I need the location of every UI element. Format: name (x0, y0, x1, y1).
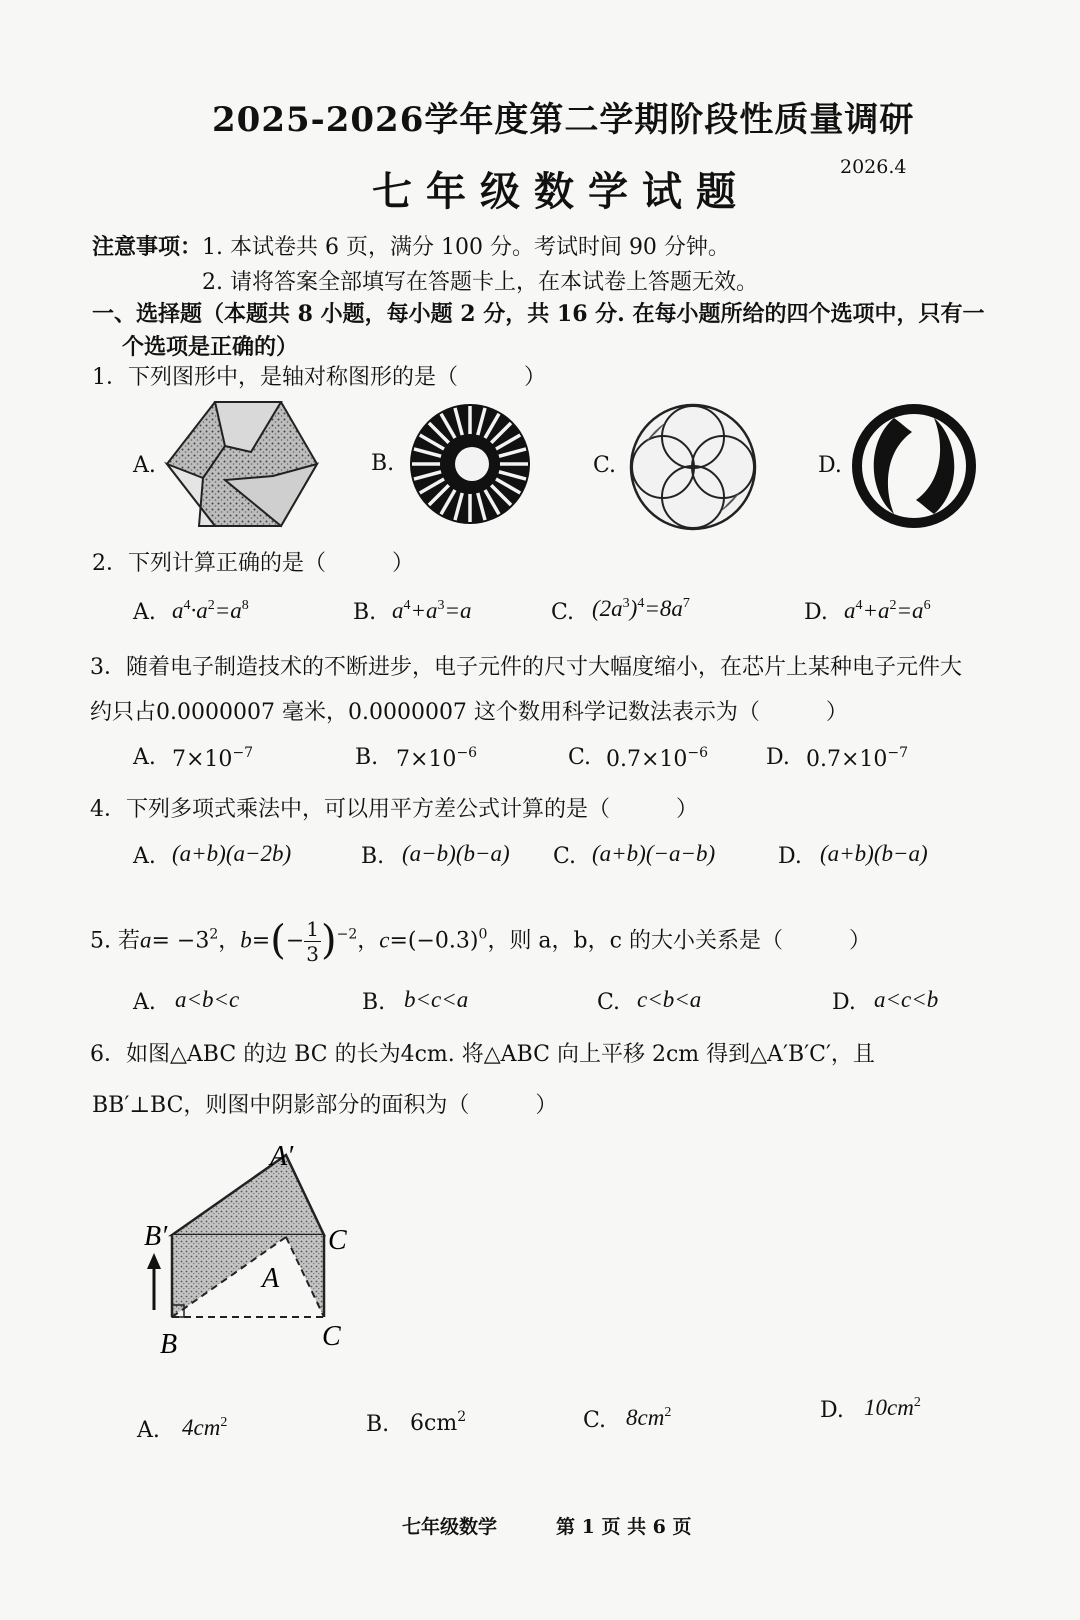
q4-option-c: (a+b)(−a−b) (592, 841, 716, 866)
q3-stem-line1: 3．随着电子制造技术的不断进步，电子元件的尺寸大幅度缩小，在芯片上某种电子元件大 (90, 655, 963, 680)
q2-stem: 2．下列计算正确的是（ ） (92, 551, 414, 576)
q4-option-a: (a+b)(a−2b) (172, 841, 292, 866)
q4-option-b: (a−b)(b−a) (402, 841, 510, 866)
q1-figure-c (626, 400, 760, 534)
q5-label-a: A. (133, 990, 156, 1015)
q2-label-b: B. (353, 600, 377, 625)
label-a-prime: A′ (270, 1141, 294, 1172)
q1-label-d: D. (818, 453, 842, 478)
q1-figure-b (404, 400, 536, 528)
q1-figure-d (850, 402, 978, 530)
q6-option-b: $6cm^2$ (410, 1409, 467, 1436)
q2-option-c: $(2a^3)^4=8a^7$ (592, 596, 690, 621)
shaded-region (172, 1235, 324, 1317)
q3-option-d: $0.7\times 10^{-7}$ (806, 745, 909, 772)
q6-option-a: $4cm^2$ (182, 1415, 228, 1440)
q3-option-b: $7\times 10^{-6}$ (396, 745, 478, 772)
exam-title: 2025-2026学年度第二学期阶段性质量调研 (212, 100, 915, 140)
label-c-prime: C (328, 1225, 347, 1256)
q3-label-a: A. (133, 745, 156, 770)
label-c: C (322, 1321, 341, 1352)
q6-label-a: A. (137, 1418, 160, 1443)
q2-option-d: $a^4+a^2=a^6$ (844, 598, 931, 623)
q2-option-b: $a^4+a^3=a$ (392, 598, 472, 623)
q4-stem: 4．下列多项式乘法中，可以用平方差公式计算的是（ ） (90, 797, 698, 822)
q3-stem-line2: 约只占0.0000007 毫米，0.0000007 这个数用科学记数法表示为（ ） (90, 700, 848, 725)
q1-label-b: B. (371, 451, 395, 476)
q1-figure-a (163, 400, 323, 530)
q5-option-b: b<c<a (404, 987, 469, 1012)
q2-label-a: A. (133, 600, 156, 625)
q5-label-c: C. (597, 990, 621, 1015)
q4-label-b: B. (361, 844, 385, 869)
q2-label-d: D. (804, 600, 828, 625)
exam-date: 2026.4 (840, 156, 907, 178)
q3-label-b: B. (355, 745, 379, 770)
q5-label-b: B. (362, 990, 386, 1015)
q4-label-a: A. (133, 844, 156, 869)
section-heading: 一、选择题（本题共 8 小题，每小题 2 分，共 16 分. 在每小题所给的四个选项中，只有一 (92, 301, 985, 327)
q5-option-c: c<b<a (637, 987, 702, 1012)
notes-item-2: 2. 请将答案全部填写在答题卡上，在本试卷上答题无效。 (202, 270, 758, 295)
q4-label-d: D. (778, 844, 802, 869)
q5-label-d: D. (832, 990, 856, 1015)
q1-label-a: A. (133, 453, 156, 478)
section-heading-cont: 个选项是正确的） (122, 334, 299, 360)
label-a: A (262, 1263, 280, 1294)
q4-label-c: C. (553, 844, 577, 869)
footer-page-number: 第 1 页 共 6 页 (556, 1516, 692, 1538)
q3-option-c: $0.7\times 10^{-6}$ (606, 745, 709, 772)
up-arrow-head-icon (147, 1253, 161, 1269)
q6-label-c: C. (583, 1408, 607, 1433)
footer-subject: 七年级数学 (402, 1516, 498, 1538)
notes-item-1: 1. 本试卷共 6 页，满分 100 分。考试时间 90 分钟。 (202, 235, 730, 260)
q6-option-c: $8cm^2$ (626, 1405, 672, 1430)
q6-figure (140, 1141, 370, 1365)
exam-subtitle: 七年级数学试题 (372, 168, 750, 215)
q6-stem-line1: 6．如图△ABC 的边 BC 的长为4cm. 将△ABC 向上平移 2cm 得到△A′B′C′，且 (90, 1042, 875, 1067)
q4-option-d: (a+b)(b−a) (820, 841, 928, 866)
q6-label-b: B. (366, 1412, 390, 1437)
q5-option-a: a<b<c (175, 987, 240, 1012)
triangle-a-prime-b-prime-c-prime (172, 1155, 324, 1235)
q6-option-d: $10cm^2$ (864, 1395, 921, 1420)
q1-stem: 1．下列图形中，是轴对称图形的是（ ） (92, 365, 546, 390)
label-b: B (160, 1329, 178, 1360)
label-b-prime: B′ (144, 1221, 168, 1252)
q2-label-c: C. (551, 600, 575, 625)
q3-label-d: D. (766, 745, 790, 770)
q5-option-d: a<c<b (874, 987, 939, 1012)
q6-label-d: D. (820, 1398, 844, 1423)
q3-label-c: C. (568, 745, 592, 770)
q1-label-c: C. (593, 453, 617, 478)
q2-option-a: $a^4\cdot a^2=a^8$ (172, 598, 249, 623)
q3-option-a: $7\times 10^{-7}$ (172, 745, 254, 772)
notes-label: 注意事项： (92, 234, 203, 260)
q5-stem: 5. 若$a= -3^2$，b=(− $\frac{1}{3}$ )$^{-2}$，$c=(-0.3)^0$，则 a，b，c 的大小关系是（ ） (90, 917, 871, 966)
q6-stem-line2: BB′⊥BC，则图中阴影部分的面积为（ ） (92, 1093, 558, 1118)
